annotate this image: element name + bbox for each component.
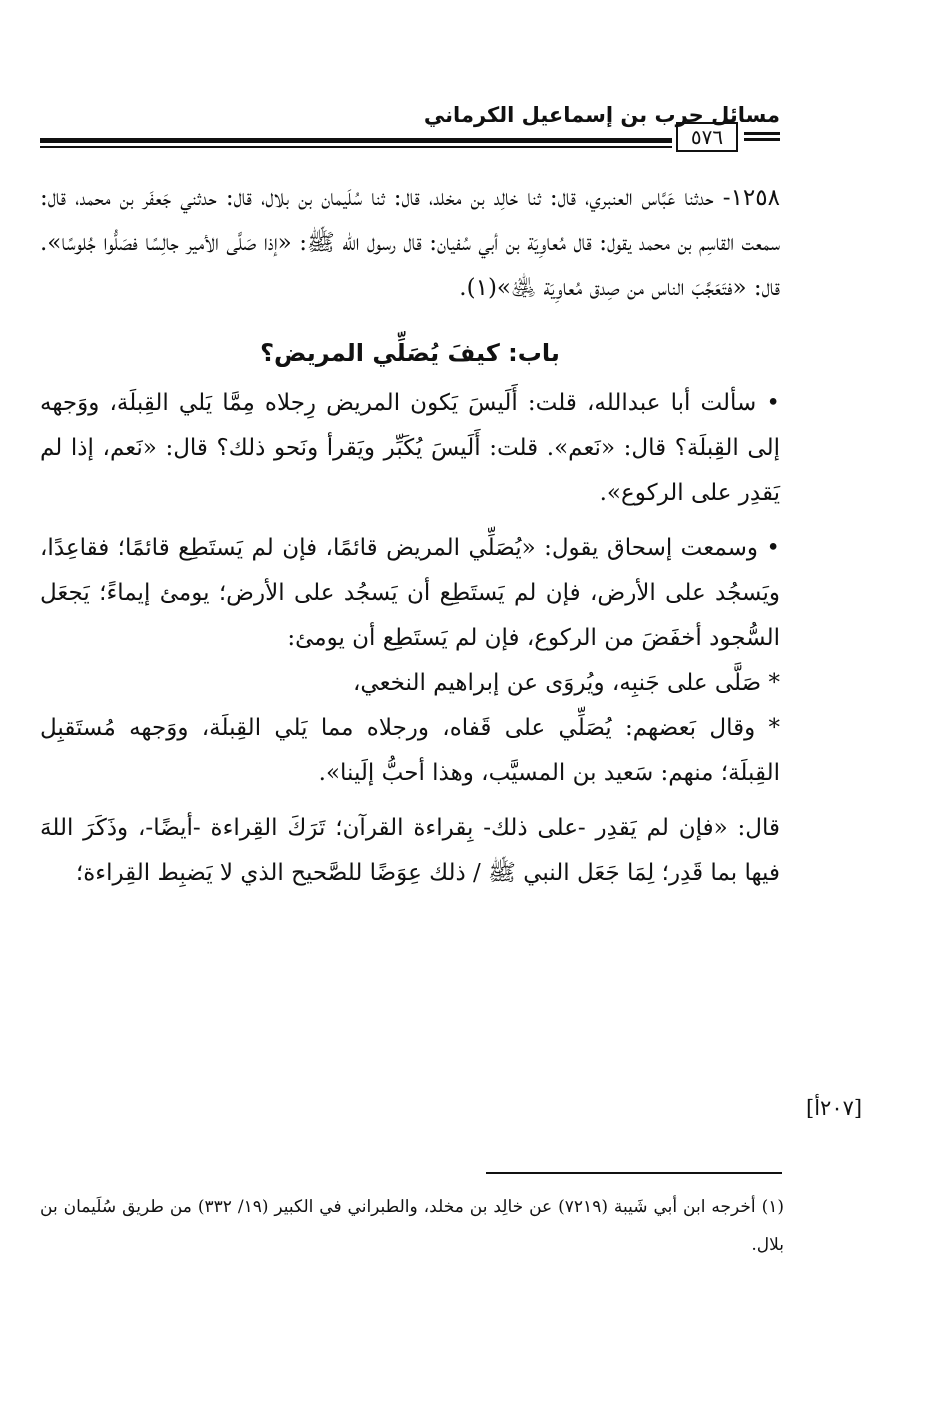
- header-rule-thin: [40, 146, 672, 148]
- paragraph-back-prayer: * وقال بَعضهم: يُصَلِّي على قَفاه، ورجلاه مما يَلي القِبلَة، ووَجهه مُستَقبِل القِبلَة؛ منهم: سَعيد بن المسيَّب، وهذا أحبُّ إلَينا».: [40, 715, 780, 786]
- chapter-heading: باب: كيفَ يُصَلِّي المريض؟: [260, 339, 560, 367]
- page-number-rule-top: [744, 132, 780, 135]
- paragraph-recitation: قال: «فإن لم يَقدِر -على ذلك- بِقراءة القرآن؛ تَرَكَ القِراءة -أيضًا-، وذَكَرَ اللهَ فيها بما قَدِر؛ لِمَا جَعَل النبي ﷺ / ذلك عِوَضًا للصَّحيح الذي لا يَضبِط القِراءة؛: [40, 815, 780, 886]
- footnote: (١) أخرجه ابن أبي شَيبة (٧٢١٩) عن خالِد بن مخلد، والطبراني في الكبير (١٩/ ٣٣٢) من طريق سُلَيمان بن بلال.: [40, 1197, 784, 1255]
- main-text: [40, 176, 780, 896]
- footnote-rule: [486, 1172, 782, 1174]
- paragraph-side-prayer: * صَلَّى على جَنبِه، ويُروَى عن إبراهيم النخعي،: [352, 670, 780, 696]
- manuscript-folio-marker: [٢٠٧أ]: [806, 1096, 863, 1120]
- page-header: [40, 100, 780, 160]
- page-number-rule-bottom: [744, 138, 780, 141]
- hadith-1258: ١٢٥٨- حدثنا عَبَّاس العنبري، قال: ثنا خالِد بن مخلد، قال: ثنا سُلَيمان بن بلال، قال: حدثني جَعفَر بن محمد، قال: سمعت القاسِم بن محمد يقول: قال مُعاوِيَة بن أبي سُفيان: قال رسول الله ﷺ: «إذا صَلَّى الأمير جالِسًا فصَلُّوا جُلوسًا». قال: «فتَعَجَّبَ الناس من صِدق مُعاوِيَة ﵁»(١).: [40, 185, 780, 301]
- paragraph-question-abu-abdullah: • سألت أبا عبدالله، قلت: أَلَيسَ يَكون المريض رِجلاه مِمَّا يَلي القِبلَة، ووَجهه إلى القِبلَة؟ قال: «نَعم». قلت: أَلَيسَ يُكَبِّر ويَقرأ ونَحو ذلك؟ قال: «نَعم، إذا لم يَقدِر على الركوع».: [40, 390, 780, 506]
- book-title: مسائل حرب بن إسماعيل الكرماني: [423, 103, 780, 127]
- page-number: ٥٧٦: [676, 122, 738, 152]
- paragraph-ishaq: • وسمعت إسحاق يقول: «يُصَلِّي المريض قائمًا، فإن لم يَستَطِع قائمًا؛ فقاعِدًا، ويَسجُد على الأرض، فإن لم يَستَطِع أن يَسجُد على الأرض؛ يومئ إيماءً؛ يَجعَل السُّجود أخفَضَ من الركوع، فإن لم يَستَطِع أن يومئ:: [40, 535, 780, 651]
- header-rule-thick: [40, 138, 672, 143]
